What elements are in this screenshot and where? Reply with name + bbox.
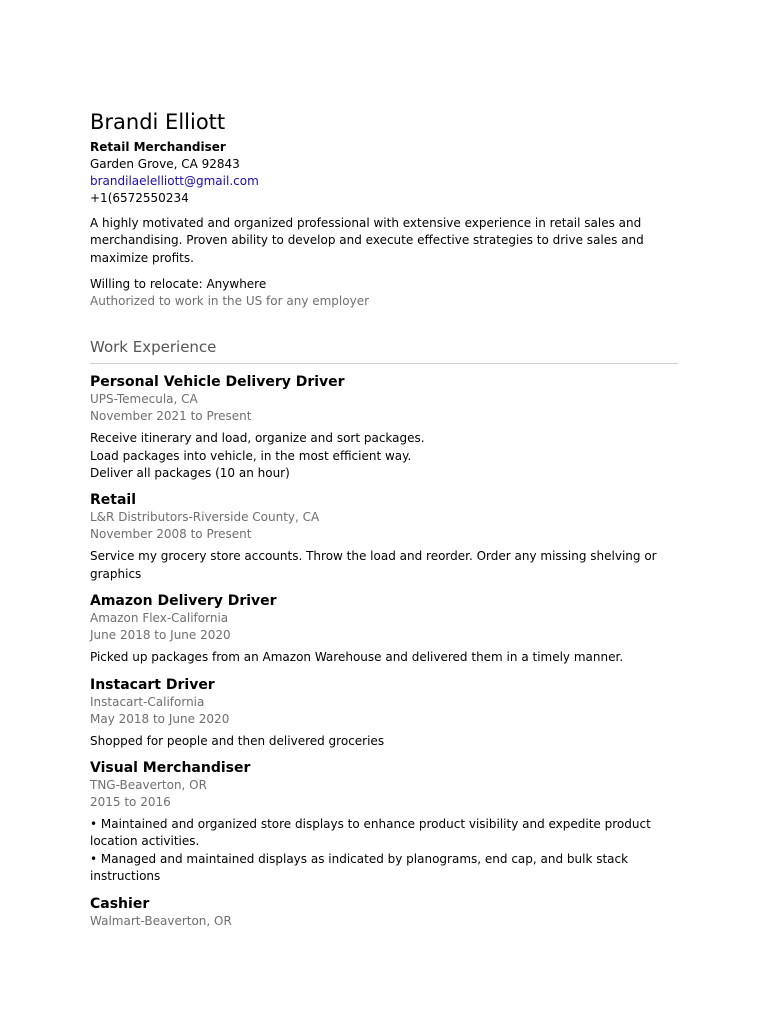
job-title: Amazon Delivery Driver — [90, 593, 277, 610]
work-experience-list — [90, 373, 678, 929]
job-description-line: Service my grocery store accounts. Throw the load and reorder. Order any missing shelving or graphics — [90, 549, 657, 581]
candidate-title: Retail Merchandiser — [90, 140, 226, 154]
job-entry — [90, 491, 678, 583]
job-dates: June 2018 to June 2020 — [90, 628, 231, 643]
job-description — [90, 649, 678, 666]
job-entry — [90, 759, 678, 886]
job-entry — [90, 373, 678, 482]
job-description-line: Deliver all packages (10 an hour) — [90, 466, 290, 481]
job-company: Walmart-Beaverton, OR — [90, 913, 232, 928]
job-company: UPS-Temecula, CA — [90, 392, 198, 407]
job-title: Retail — [90, 492, 137, 509]
job-description — [90, 430, 678, 482]
job-company: L&R Distributors-Riverside County, CA — [90, 510, 320, 525]
job-company: Instacart-California — [90, 694, 205, 709]
job-title: Visual Merchandiser — [90, 760, 251, 777]
candidate-summary: A highly motivated and organized professional with extensive experience in retail sales and merchandising. Proven ability to develop and execute effective strategies to drive sales and maximize profits. — [90, 216, 644, 265]
candidate-location: Garden Grove, CA 92843 — [90, 157, 240, 171]
job-entry — [90, 592, 678, 666]
job-description-line: Picked up packages from an Amazon Warehouse and delivered them in a timely manner. — [90, 650, 624, 665]
resume-content — [90, 108, 678, 930]
job-dates: 2015 to 2016 — [90, 795, 171, 810]
job-dates: November 2021 to Present — [90, 409, 252, 424]
job-entry — [90, 676, 678, 750]
job-description-line: Load packages into vehicle, in the most efficient way. — [90, 448, 412, 463]
job-description — [90, 816, 678, 886]
job-description-line: Receive itinerary and load, organize and sort packages. — [90, 431, 425, 446]
job-description-line: • Managed and maintained displays as indicated by planograms, end cap, and bulk stack instructions — [90, 851, 629, 884]
job-description-line: • Maintained and organized store displays to enhance product visibility and expedite product location activities. — [90, 817, 651, 849]
job-description — [90, 733, 678, 750]
job-entry — [90, 895, 678, 930]
candidate-phone: +1(6572550234 — [90, 191, 189, 205]
job-company: TNG-Beaverton, OR — [90, 778, 207, 793]
job-title: Personal Vehicle Delivery Driver — [90, 374, 345, 391]
job-title: Cashier — [90, 895, 150, 912]
job-dates: November 2008 to Present — [90, 527, 252, 542]
work-authorization: Authorized to work in the US for any employer — [90, 294, 370, 309]
job-description — [90, 548, 678, 583]
job-company: Amazon Flex-California — [90, 611, 229, 626]
job-description-line: Shopped for people and then delivered groceries — [90, 733, 385, 748]
candidate-name: Brandi Elliott — [90, 110, 226, 134]
work-experience-heading: Work Experience — [90, 337, 678, 364]
job-dates: May 2018 to June 2020 — [90, 711, 230, 726]
job-title: Instacart Driver — [90, 676, 215, 693]
candidate-email-link[interactable]: brandilaelelliott@gmail.com — [90, 174, 259, 188]
relocation-preference: Willing to relocate: Anywhere — [90, 277, 267, 292]
